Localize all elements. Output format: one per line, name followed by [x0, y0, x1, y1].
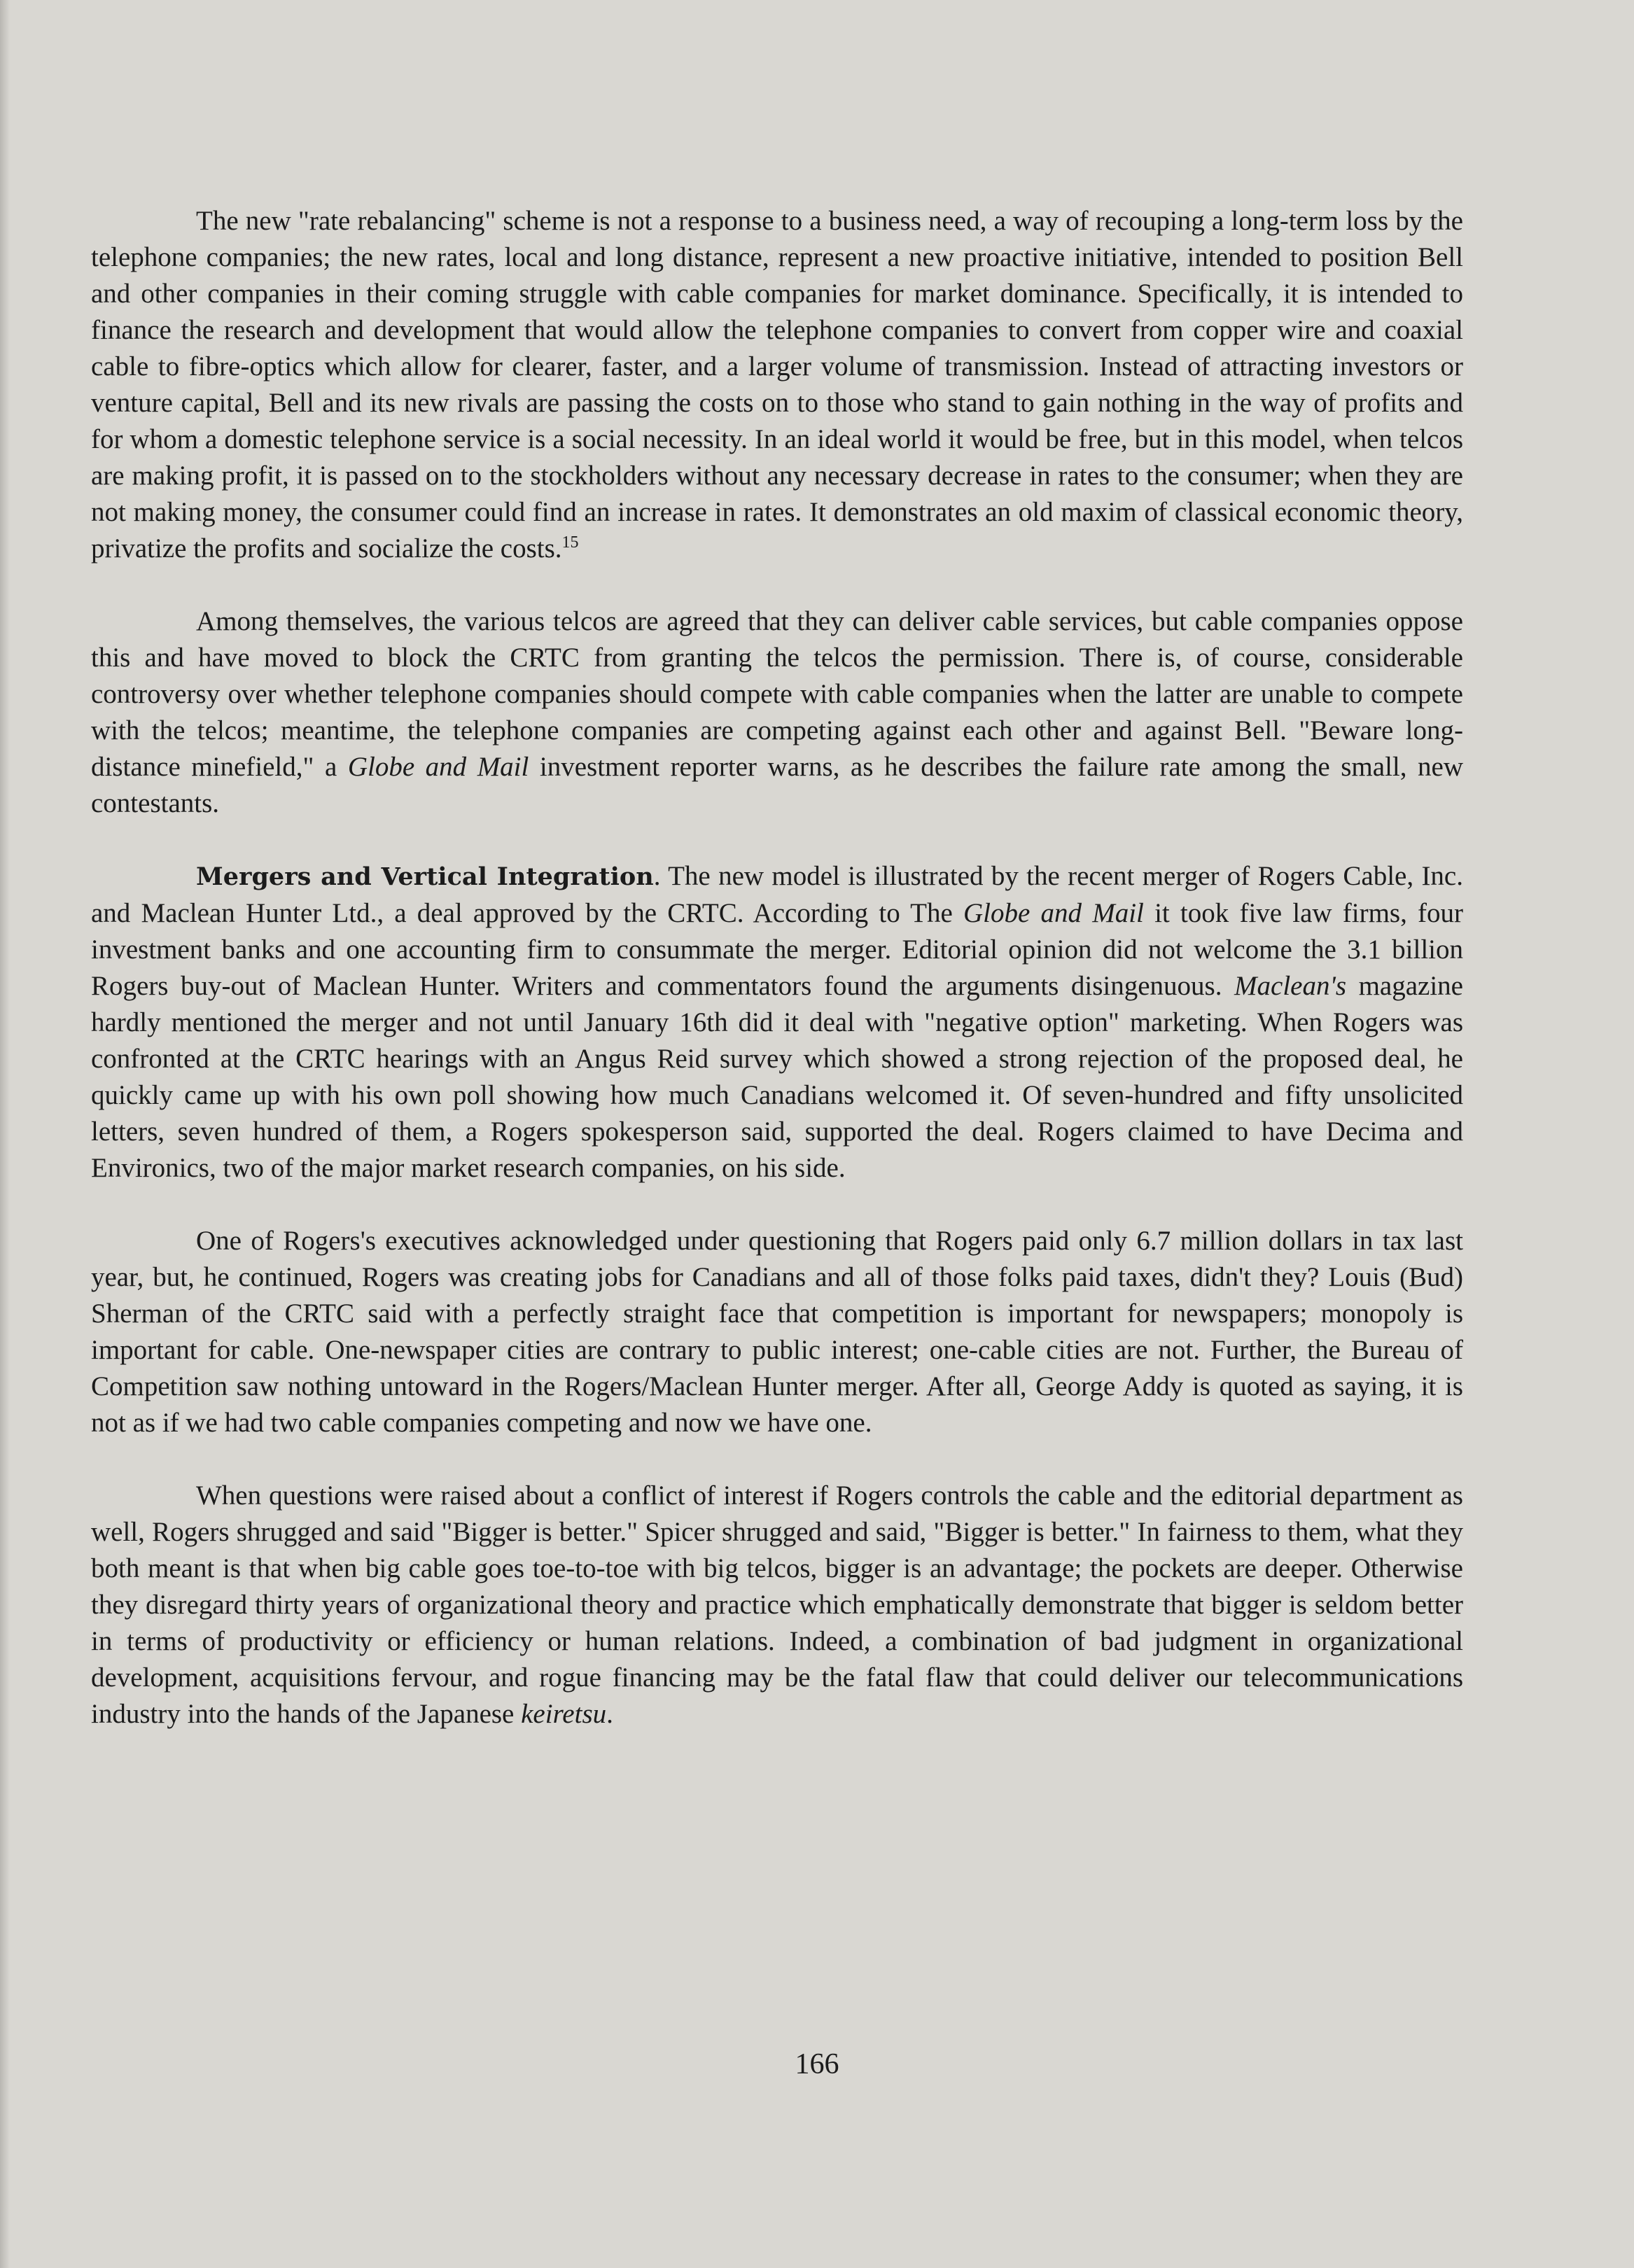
paragraph-text: The new "rate rebalancing" scheme is not a response to a business need, a way of recouping a long-term loss by the telephone companies; the new rates, local and long distance, represent a new proactive initiative, intended to position Bell and other companies in their coming struggle with cable companies for market dominance. Specifically, it is intended to finance the research and development that would allow the telephone companies to convert from copper wire and coaxial cable to fibre-optics which allow for clearer, faster, and a larger volume of transmission. Instead of attracting investors or venture capital, Bell and its new rivals are passing the costs on to those who stand to gain nothing in the way of profits and for whom a domestic telephone service is a social necessity. In an ideal world it would be free, but in this model, when telcos are making profit, it is passed on to the stockholders without any necessary decrease in rates to the consumer; when they are not making money, the consumer could find an increase in rates. It demonstrates an old maxim of classical economic theory, privatize the profits and socialize the costs.: [91, 206, 1463, 564]
page-number: 166: [795, 2048, 839, 2080]
paragraph-text: magazine hardly mentioned the merger and not until January 16th did it deal with "negative option" marketing. When Rogers was confronted at the CRTC hearings with an Angus Reid survey which showed a strong rejection of the proposed deal, he quickly came up with his own poll showing how much Canadians welcomed it. Of seven-hundred and fifty unsolicited letters, seven hundred of them, a Rogers spokesperson said, supported the deal. Rogers claimed to have Decima and Environics, two of the major market research companies, on his side.: [91, 971, 1463, 1183]
paragraph-text: When questions were raised about a conflict of interest if Rogers controls the cable and the editorial department as well, Rogers shrugged and said "Bigger is better." Spicer shrugged and said, "Bigger is better." In fairness to them, what they both meant is that when big cable goes toe-to-toe with big telcos, bigger is an advantage; the pockets are deeper. Otherwise they disregard thirty years of organizational theory and practice which emphatically demonstrate that bigger is seldom better in terms of productivity or efficiency or human relations. Indeed, a combination of bad judgment in organizational development, acquisitions fervour, and rogue financing may be the fatal flaw that could deliver our telecommunications industry into the hands of the Japanese: [91, 1480, 1463, 1729]
page-edge-shadow: [0, 0, 10, 2268]
paragraph-mergers: [91, 858, 1463, 1186]
footnote-marker: 15: [561, 533, 579, 552]
paragraph-text: . The new model is illustrated by the recent merger of Rogers Cable, Inc. and Maclean Hunter Ltd., a deal approved by the CRTC. According to The: [91, 861, 1463, 928]
paragraph-rate-rebalancing: [91, 203, 1463, 567]
body-text: [91, 203, 1463, 1732]
paragraph-rogers-tax: [91, 1223, 1463, 1441]
paragraph-bigger-is-better: [91, 1478, 1463, 1732]
publication-title: Maclean's: [1234, 971, 1347, 1001]
section-run-in-heading: Mergers and Vertical Integration: [196, 862, 654, 891]
paragraph-text: .: [606, 1699, 613, 1729]
foreign-term: keiretsu: [521, 1699, 607, 1729]
paragraph-text: investment reporter warns, as he describes the failure rate among the small, new contestants.: [91, 752, 1464, 818]
paragraph-text: Among themselves, the various telcos are agreed that they can deliver cable services, but cable companies oppose this and have moved to block the CRTC from granting the telcos the permission. There is, of course, considerable controversy over whether telephone companies should compete with cable companies when the latter are unable to compete with the telcos; meantime, the telephone companies are competing against each other and against Bell. "Beware long-distance minefield," a: [91, 606, 1463, 782]
publication-title: Globe and Mail: [347, 752, 529, 782]
paragraph-text: One of Rogers's executives acknowledged under questioning that Rogers paid only 6.7 million dollars in tax last year, but, he continued, Rogers was creating jobs for Canadians and all of those folks paid taxes, didn't they? Louis (Bud) Sherman of the CRTC said with a perfectly straight face that competition is important for newspapers; monopoly is important for cable. One-newspaper cities are contrary to public interest; one-cable cities are not. Further, the Bureau of Competition saw nothing untoward in the Rogers/Maclean Hunter merger. After all, George Addy is quoted as saying, it is not as if we had two cable companies competing and now we have one.: [91, 1226, 1463, 1438]
paragraph-text: it took five law firms, four investment banks and one accounting firm to consummate the merger. Editorial opinion did not welcome the 3.1 billion Rogers buy-out of Maclean Hunter. Writers and commentators found the arguments disingenuous.: [91, 898, 1464, 1001]
paragraph-telcos-cable: [91, 603, 1463, 822]
publication-title: Globe and Mail: [963, 898, 1144, 928]
